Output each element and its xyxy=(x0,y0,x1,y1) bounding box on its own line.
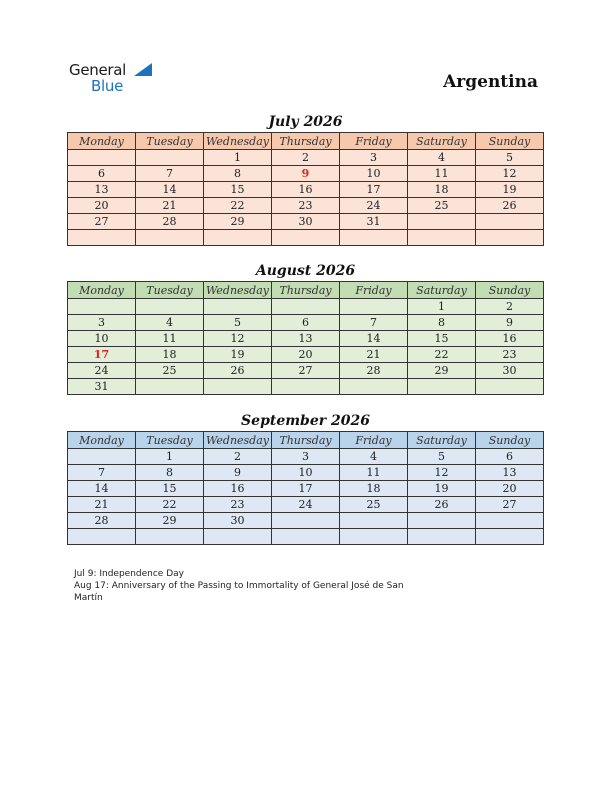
day-cell xyxy=(408,513,476,529)
day-cell: 5 xyxy=(204,315,272,331)
day-cell: 22 xyxy=(408,347,476,363)
weekday-header: Saturday xyxy=(408,133,476,150)
week-row xyxy=(68,379,544,395)
month-grid xyxy=(67,132,544,246)
day-cell xyxy=(340,513,408,529)
day-cell: 22 xyxy=(136,497,204,513)
month-title: September 2026 xyxy=(241,413,370,429)
day-cell: 5 xyxy=(476,150,544,166)
day-cell: 20 xyxy=(68,198,136,214)
day-cell: 27 xyxy=(68,214,136,230)
day-cell: 21 xyxy=(68,497,136,513)
day-cell: 9 xyxy=(476,315,544,331)
day-cell xyxy=(340,529,408,545)
week-row xyxy=(68,449,544,465)
day-cell: 27 xyxy=(476,497,544,513)
logo-triangle-icon xyxy=(134,63,152,76)
day-cell: 6 xyxy=(68,166,136,182)
weekday-header: Thursday xyxy=(272,432,340,449)
day-cell: 23 xyxy=(204,497,272,513)
day-cell xyxy=(340,379,408,395)
day-cell xyxy=(476,230,544,246)
day-cell xyxy=(476,214,544,230)
day-cell xyxy=(68,150,136,166)
day-cell: 15 xyxy=(408,331,476,347)
day-cell: 13 xyxy=(272,331,340,347)
day-cell: 17 xyxy=(272,481,340,497)
day-cell: 10 xyxy=(272,465,340,481)
day-cell xyxy=(204,379,272,395)
day-cell: 18 xyxy=(136,347,204,363)
day-cell: 19 xyxy=(476,182,544,198)
day-cell: 10 xyxy=(340,166,408,182)
day-cell: 29 xyxy=(408,363,476,379)
day-cell: 9 xyxy=(204,465,272,481)
day-cell xyxy=(408,529,476,545)
day-cell: 26 xyxy=(476,198,544,214)
week-row xyxy=(68,529,544,545)
day-cell xyxy=(476,513,544,529)
day-cell: 31 xyxy=(68,379,136,395)
day-cell: 2 xyxy=(272,150,340,166)
day-cell xyxy=(340,299,408,315)
week-row xyxy=(68,347,544,363)
day-cell xyxy=(136,150,204,166)
day-cell: 6 xyxy=(272,315,340,331)
week-row xyxy=(68,230,544,246)
weekday-header-row xyxy=(68,432,544,449)
day-cell xyxy=(204,230,272,246)
day-cell: 18 xyxy=(408,182,476,198)
day-cell xyxy=(408,214,476,230)
week-row xyxy=(68,315,544,331)
day-cell xyxy=(204,529,272,545)
day-cell: 29 xyxy=(204,214,272,230)
day-cell: 19 xyxy=(204,347,272,363)
week-row xyxy=(68,299,544,315)
day-cell: 23 xyxy=(272,198,340,214)
weekday-header: Thursday xyxy=(272,282,340,299)
day-cell: 8 xyxy=(408,315,476,331)
week-row xyxy=(68,150,544,166)
weekday-header: Thursday xyxy=(272,133,340,150)
day-cell: 25 xyxy=(136,363,204,379)
day-cell: 3 xyxy=(68,315,136,331)
month-calendar xyxy=(67,112,544,246)
day-cell xyxy=(476,529,544,545)
day-cell xyxy=(272,513,340,529)
week-row xyxy=(68,481,544,497)
day-cell: 12 xyxy=(408,465,476,481)
day-cell: 4 xyxy=(408,150,476,166)
day-cell: 7 xyxy=(68,465,136,481)
day-cell: 26 xyxy=(408,497,476,513)
holiday-note: Jul 9: Independence Day xyxy=(74,569,184,579)
day-cell: 16 xyxy=(204,481,272,497)
day-cell: 1 xyxy=(408,299,476,315)
day-cell: 8 xyxy=(204,166,272,182)
day-cell: 19 xyxy=(408,481,476,497)
day-cell: 24 xyxy=(272,497,340,513)
day-cell: 16 xyxy=(476,331,544,347)
day-cell: 23 xyxy=(476,347,544,363)
weekday-header: Friday xyxy=(340,432,408,449)
day-cell xyxy=(136,529,204,545)
week-row xyxy=(68,198,544,214)
logo-text-general: General xyxy=(69,61,127,79)
day-cell xyxy=(68,230,136,246)
weekday-header: Tuesday xyxy=(136,282,204,299)
month-grid xyxy=(67,281,544,395)
day-cell xyxy=(340,230,408,246)
day-cell: 11 xyxy=(340,465,408,481)
day-cell: 25 xyxy=(340,497,408,513)
day-cell: 28 xyxy=(340,363,408,379)
month-calendar xyxy=(67,411,544,545)
weekday-header: Sunday xyxy=(476,432,544,449)
weekday-header: Monday xyxy=(68,432,136,449)
weekday-header-row xyxy=(68,282,544,299)
day-cell: 21 xyxy=(340,347,408,363)
day-cell: 30 xyxy=(476,363,544,379)
weekday-header: Wednesday xyxy=(204,282,272,299)
day-cell: 1 xyxy=(204,150,272,166)
day-cell: 2 xyxy=(204,449,272,465)
day-cell xyxy=(136,299,204,315)
day-cell: 5 xyxy=(408,449,476,465)
month-title: July 2026 xyxy=(268,114,343,130)
day-cell: 25 xyxy=(408,198,476,214)
day-cell xyxy=(136,230,204,246)
weekday-header: Monday xyxy=(68,282,136,299)
day-cell: 14 xyxy=(136,182,204,198)
day-cell: 20 xyxy=(272,347,340,363)
day-cell xyxy=(476,379,544,395)
day-cell: 29 xyxy=(136,513,204,529)
day-cell xyxy=(204,299,272,315)
weekday-header: Tuesday xyxy=(136,432,204,449)
day-cell: 7 xyxy=(136,166,204,182)
week-row xyxy=(68,363,544,379)
week-row xyxy=(68,513,544,529)
day-cell: 1 xyxy=(136,449,204,465)
day-cell xyxy=(136,379,204,395)
month-calendar xyxy=(67,261,544,395)
day-cell: 9 xyxy=(272,166,340,182)
day-cell: 31 xyxy=(340,214,408,230)
day-cell: 24 xyxy=(68,363,136,379)
day-cell: 3 xyxy=(272,449,340,465)
month-title: August 2026 xyxy=(255,263,356,279)
day-cell: 26 xyxy=(204,363,272,379)
day-cell xyxy=(408,379,476,395)
week-row xyxy=(68,214,544,230)
day-cell xyxy=(68,449,136,465)
day-cell: 27 xyxy=(272,363,340,379)
weekday-header: Saturday xyxy=(408,282,476,299)
day-cell xyxy=(68,529,136,545)
holiday-notes xyxy=(74,568,414,604)
day-cell: 11 xyxy=(408,166,476,182)
weekday-header-row xyxy=(68,133,544,150)
month-grid xyxy=(67,431,544,545)
day-cell: 15 xyxy=(136,481,204,497)
day-cell: 13 xyxy=(476,465,544,481)
country-title: Argentina xyxy=(443,72,538,92)
day-cell: 15 xyxy=(204,182,272,198)
weekday-header: Friday xyxy=(340,133,408,150)
day-cell: 17 xyxy=(340,182,408,198)
day-cell: 7 xyxy=(340,315,408,331)
week-row xyxy=(68,465,544,481)
week-row xyxy=(68,166,544,182)
day-cell: 22 xyxy=(204,198,272,214)
week-row xyxy=(68,182,544,198)
day-cell xyxy=(408,230,476,246)
week-row xyxy=(68,497,544,513)
day-cell: 11 xyxy=(136,331,204,347)
logo xyxy=(69,61,169,95)
day-cell xyxy=(68,299,136,315)
weekday-header: Sunday xyxy=(476,282,544,299)
weekday-header: Tuesday xyxy=(136,133,204,150)
day-cell: 12 xyxy=(204,331,272,347)
day-cell: 2 xyxy=(476,299,544,315)
day-cell: 4 xyxy=(340,449,408,465)
weekday-header: Wednesday xyxy=(204,133,272,150)
day-cell: 8 xyxy=(136,465,204,481)
day-cell: 30 xyxy=(272,214,340,230)
weekday-header: Sunday xyxy=(476,133,544,150)
weekday-header: Friday xyxy=(340,282,408,299)
day-cell xyxy=(272,299,340,315)
day-cell: 28 xyxy=(136,214,204,230)
day-cell: 14 xyxy=(340,331,408,347)
holiday-note: Aug 17: Anniversary of the Passing to Immortality of General José de San Martín xyxy=(74,581,404,603)
week-row xyxy=(68,331,544,347)
logo-text-blue: Blue xyxy=(91,77,123,95)
day-cell xyxy=(272,230,340,246)
day-cell: 28 xyxy=(68,513,136,529)
day-cell: 12 xyxy=(476,166,544,182)
weekday-header: Wednesday xyxy=(204,432,272,449)
day-cell: 6 xyxy=(476,449,544,465)
weekday-header: Saturday xyxy=(408,432,476,449)
day-cell: 14 xyxy=(68,481,136,497)
day-cell: 16 xyxy=(272,182,340,198)
day-cell xyxy=(272,529,340,545)
day-cell: 4 xyxy=(136,315,204,331)
day-cell: 21 xyxy=(136,198,204,214)
day-cell xyxy=(272,379,340,395)
day-cell: 30 xyxy=(204,513,272,529)
day-cell: 24 xyxy=(340,198,408,214)
day-cell: 20 xyxy=(476,481,544,497)
weekday-header: Monday xyxy=(68,133,136,150)
day-cell: 3 xyxy=(340,150,408,166)
day-cell: 18 xyxy=(340,481,408,497)
day-cell: 10 xyxy=(68,331,136,347)
day-cell: 17 xyxy=(68,347,136,363)
day-cell: 13 xyxy=(68,182,136,198)
